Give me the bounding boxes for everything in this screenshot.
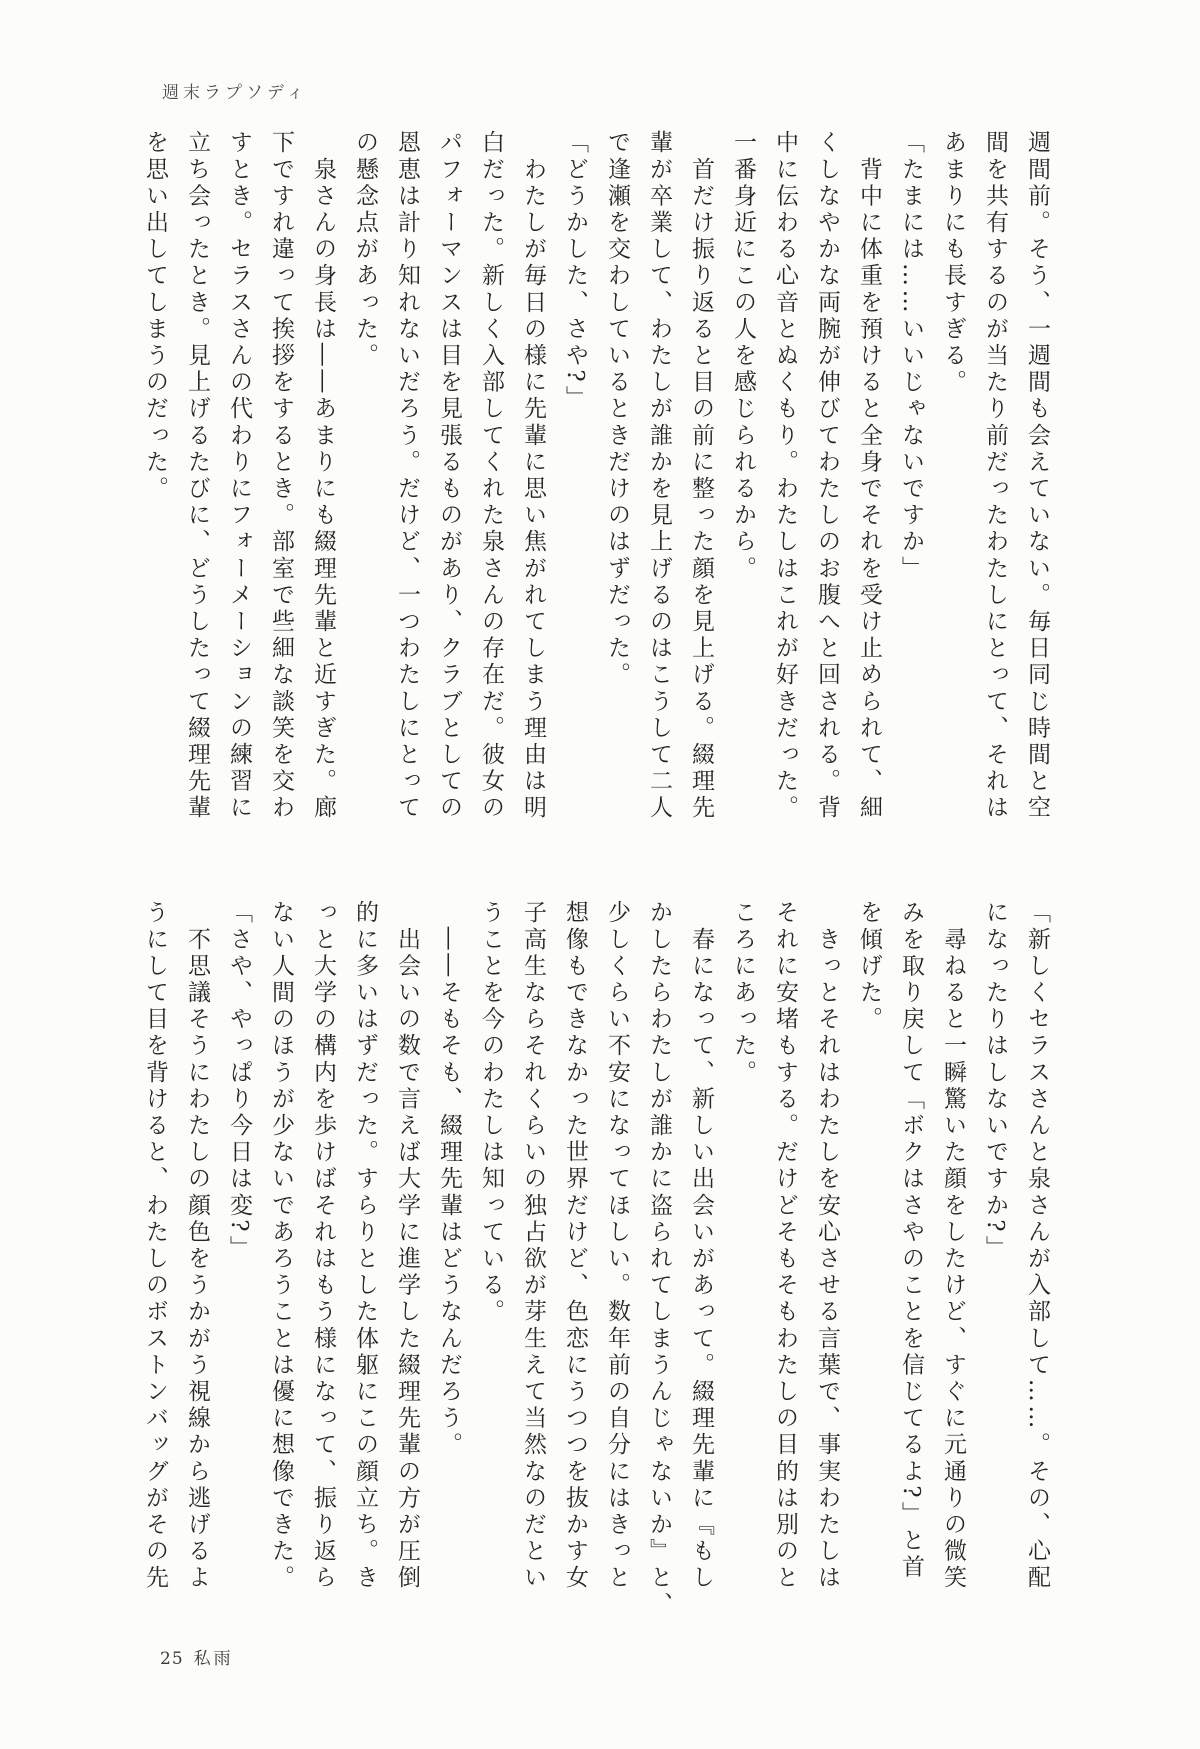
text-column: 「たまには……いいじゃないですか」 — [898, 130, 924, 583]
text-column: 出会いの数で言えば大学に進学した綴理先輩の方が圧倒 — [394, 900, 420, 1592]
text-column: 白だった。新しく入部してくれた泉さんの存在だ。彼女の — [478, 130, 504, 822]
text-column: 「さや、やっぱり今日は変?」 — [226, 900, 252, 1262]
text-column: を思い出してしまうのだった。 — [142, 130, 168, 503]
text-column: 子高生ならそれくらいの独占欲が芽生えて当然なのだとい — [520, 900, 546, 1592]
text-column: 不思議そうにわたしの顔色をうかがう視線から逃げるよ — [184, 900, 210, 1592]
text-column: ない人間のほうが少ないであろうことは優に想像できた。 — [268, 900, 294, 1592]
text-column: わたしが毎日の様に先輩に思い焦がれてしまう理由は明 — [520, 130, 546, 822]
text-column: かしたらわたしが誰かに盗られてしまうんじゃないか』と、 — [646, 900, 672, 1619]
text-block-bottom — [134, 900, 1058, 1619]
text-column: 首だけ振り返ると目の前に整った顔を見上げる。綴理先 — [688, 130, 714, 822]
text-column: くしなやかな両腕が伸びてわたしのお腹へと回される。背 — [814, 130, 840, 822]
text-column: 想像もできなかった世界だけど、色恋にうつつを抜かす女 — [562, 900, 588, 1592]
running-header: 週末ラプソディ — [162, 83, 308, 103]
text-column: ――そもそも、綴理先輩はどうなんだろう。 — [436, 900, 462, 1459]
text-column: 少しくらい不安になってほしい。数年前の自分にはきっと — [604, 900, 630, 1592]
text-column: あまりにも長すぎる。 — [940, 130, 966, 396]
text-column: みを取り戻して「ボクはさやのことを信じてるよ?」と首 — [898, 900, 924, 1581]
text-column: になったりはしないですか?」 — [982, 900, 1008, 1262]
text-column: 尋ねると一瞬驚いた顔をしたけど、すぐに元通りの微笑 — [940, 900, 966, 1592]
text-column: きっとそれはわたしを安心させる言葉で、事実わたしは — [814, 900, 840, 1592]
text-block-top — [134, 130, 1058, 834]
text-column: で逢瀬を交わしているときだけのはずだった。 — [604, 130, 630, 689]
text-column: っと大学の構内を歩けばそれはもう様になって、振り返ら — [310, 900, 336, 1592]
text-column: を傾げた。 — [856, 900, 882, 1033]
page-number: 25 — [160, 1649, 184, 1669]
text-column: うことを今のわたしは知っている。 — [478, 900, 504, 1326]
page-footer — [160, 1644, 234, 1669]
text-column: ころにあった。 — [730, 900, 756, 1087]
book-title: 私雨 — [193, 1649, 234, 1669]
text-column: 下ですれ違って挨拶をするとき。部室で些細な談笑を交わ — [268, 130, 294, 822]
text-column: 恩恵は計り知れないだろう。だけど、一つわたしにとって — [394, 130, 420, 822]
text-column: 「どうかした、さや?」 — [562, 130, 588, 412]
text-column: 泉さんの身長は――あまりにも綴理先輩と近すぎた。廊 — [310, 130, 336, 822]
text-column: 的に多いはずだった。すらりとした体躯にこの顔立ち。き — [352, 900, 378, 1592]
text-column: 週間前。そう、一週間も会えていない。毎日同じ時間と空 — [1024, 130, 1050, 822]
text-column: の懸念点があった。 — [352, 130, 378, 370]
text-column: 輩が卒業して、わたしが誰かを見上げるのはこうして二人 — [646, 130, 672, 822]
text-column: 「新しくセラスさんと泉さんが入部して……。その、心配 — [1024, 900, 1050, 1592]
text-column: すとき。セラスさんの代わりにフォーメーションの練習に — [226, 130, 252, 822]
text-column: 立ち会ったとき。見上げるたびに、どうしたって綴理先輩 — [184, 130, 210, 822]
text-column: うにして目を背けると、わたしのボストンバッグがその先 — [142, 900, 168, 1592]
text-column: それに安堵もする。だけどそもそもわたしの目的は別のと — [772, 900, 798, 1592]
text-column: 春になって、新しい出会いがあって。綴理先輩に『もし — [688, 900, 714, 1592]
text-column: パフォーマンスは目を見張るものがあり、クラブとしての — [436, 130, 462, 822]
text-column: 中に伝わる心音とぬくもり。わたしはこれが好きだった。 — [772, 130, 798, 822]
text-column: 一番身近にこの人を感じられるから。 — [730, 130, 756, 583]
text-column: 背中に体重を預けると全身でそれを受け止められて、細 — [856, 130, 882, 822]
text-column: 間を共有するのが当たり前だったわたしにとって、それは — [982, 130, 1008, 822]
